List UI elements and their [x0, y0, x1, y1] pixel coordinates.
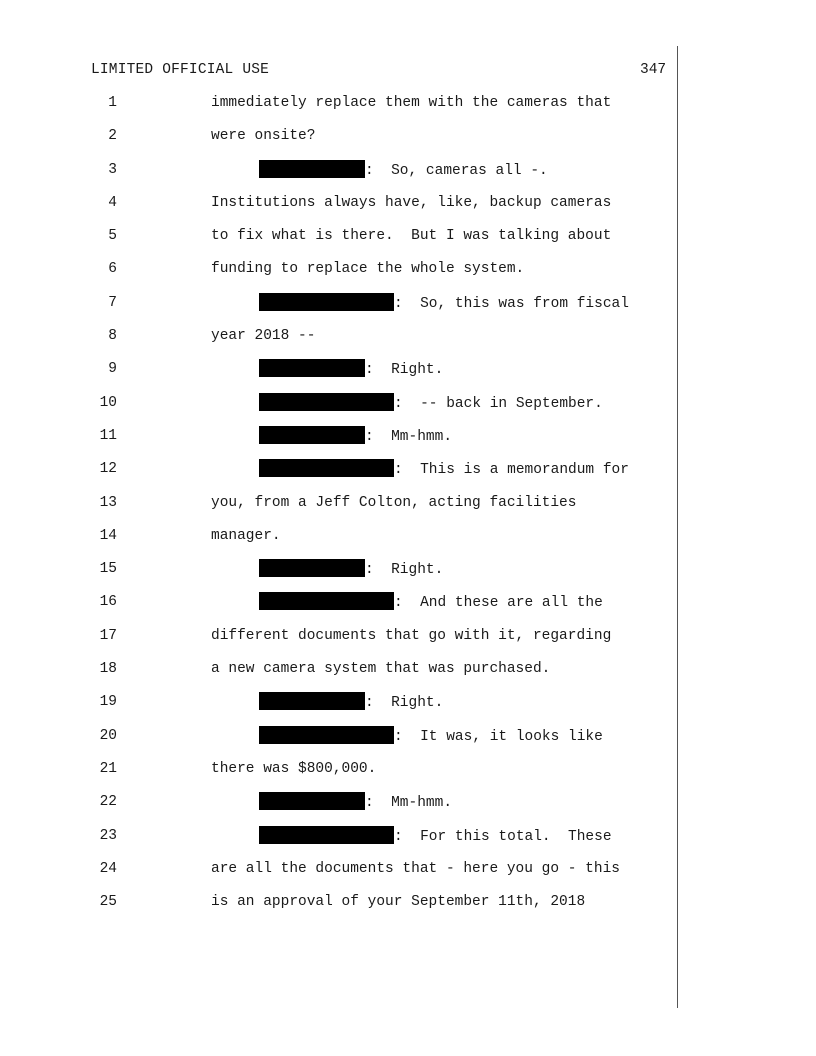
line-text	[211, 526, 281, 546]
transcript-line	[0, 559, 816, 592]
line-number: 17	[99, 627, 117, 644]
line-content: : -- back in September.	[394, 395, 603, 412]
transcript-line	[0, 826, 816, 859]
line-content: you, from a Jeff Colton, acting facilities	[211, 494, 577, 511]
line-number: 23	[99, 827, 117, 844]
transcript-line	[0, 659, 816, 692]
line-text	[211, 659, 550, 679]
line-text	[211, 326, 315, 346]
line-number: 20	[99, 727, 117, 744]
speaker-line-text	[259, 792, 452, 813]
line-content: are all the documents that - here you go - this	[211, 860, 620, 877]
line-number: 25	[99, 894, 117, 911]
redacted-speaker-name	[259, 726, 394, 744]
speaker-line-text	[259, 692, 443, 713]
line-content: there was $800,000.	[211, 760, 377, 777]
line-content: : It was, it looks like	[394, 728, 603, 745]
line-content: different documents that go with it, regarding	[211, 627, 612, 644]
redacted-speaker-name	[259, 559, 365, 577]
transcript-line	[0, 692, 816, 725]
transcript-line	[0, 326, 816, 359]
line-text	[211, 259, 524, 279]
speaker-line-text	[259, 160, 548, 181]
line-content: Institutions always have, like, backup cameras	[211, 194, 612, 211]
line-content: : So, this was from fiscal	[394, 295, 629, 312]
line-text	[211, 859, 620, 879]
transcript-line	[0, 459, 816, 492]
line-text	[211, 892, 585, 912]
transcript-line	[0, 792, 816, 825]
speaker-line-text	[259, 359, 443, 380]
line-content: a new camera system that was purchased.	[211, 661, 551, 678]
classification-header: LIMITED OFFICIAL USE	[91, 62, 270, 78]
transcript-line	[0, 859, 816, 892]
line-content: : For this total. These	[394, 828, 612, 845]
redacted-speaker-name	[259, 426, 365, 444]
redacted-speaker-name	[259, 359, 365, 377]
line-number: 22	[99, 794, 117, 811]
line-content: : And these are all the	[394, 595, 603, 612]
line-text	[211, 226, 611, 246]
transcript-line	[0, 493, 816, 526]
transcript-line	[0, 160, 816, 193]
line-content: : Right.	[365, 362, 444, 379]
transcript-line	[0, 126, 816, 159]
line-content: : Right.	[365, 695, 444, 712]
line-number: 3	[108, 161, 117, 178]
line-number: 13	[99, 494, 117, 511]
redacted-speaker-name	[259, 459, 394, 477]
line-text	[211, 126, 315, 146]
line-number: 16	[99, 594, 117, 611]
speaker-line-text	[259, 293, 629, 314]
line-number: 5	[108, 228, 117, 245]
line-text	[211, 93, 611, 113]
line-number: 14	[99, 527, 117, 544]
line-content: : This is a memorandum for	[394, 462, 629, 479]
redacted-speaker-name	[259, 792, 365, 810]
line-content: were onsite?	[211, 128, 316, 145]
speaker-line-text	[259, 559, 443, 580]
transcript-line	[0, 892, 816, 925]
transcript-line	[0, 592, 816, 625]
redacted-speaker-name	[259, 692, 365, 710]
line-text	[211, 626, 611, 646]
line-content: manager.	[211, 527, 281, 544]
speaker-line-text	[259, 726, 603, 747]
line-number: 1	[108, 95, 117, 111]
speaker-line-text	[259, 826, 612, 847]
line-content: : Right.	[365, 562, 444, 579]
line-number: 12	[99, 461, 117, 478]
line-content: funding to replace the whole system.	[211, 261, 525, 278]
line-text	[211, 759, 376, 779]
redacted-speaker-name	[259, 393, 394, 411]
transcript-lines	[0, 93, 816, 925]
line-content: : Mm-hmm.	[365, 428, 453, 445]
line-number: 24	[99, 860, 117, 877]
speaker-line-text	[259, 592, 603, 613]
redacted-speaker-name	[259, 160, 365, 178]
line-number: 6	[108, 261, 117, 278]
line-number: 21	[99, 760, 117, 777]
transcript-line	[0, 726, 816, 759]
transcript-line	[0, 426, 816, 459]
line-content: to fix what is there. But I was talking about	[211, 228, 612, 245]
transcript-line	[0, 193, 816, 226]
line-text	[211, 193, 611, 213]
transcript-line	[0, 93, 816, 126]
speaker-line-text	[259, 426, 452, 447]
transcript-line	[0, 626, 816, 659]
line-number: 8	[108, 328, 117, 345]
line-number: 19	[99, 694, 117, 711]
line-number: 10	[99, 394, 117, 411]
line-number: 11	[99, 427, 117, 444]
line-number: 9	[108, 361, 117, 378]
transcript-line	[0, 359, 816, 392]
line-content: : Mm-hmm.	[365, 795, 453, 812]
page-number: 347	[640, 62, 667, 78]
line-content: year 2018 --	[211, 328, 316, 345]
line-content: is an approval of your September 11th, 2018	[211, 894, 586, 911]
line-content: immediately replace them with the cameras that	[211, 95, 612, 111]
transcript-line	[0, 759, 816, 792]
speaker-line-text	[259, 393, 603, 414]
line-number: 18	[99, 661, 117, 678]
line-number: 2	[108, 128, 117, 145]
transcript-line	[0, 259, 816, 292]
line-number: 15	[99, 561, 117, 578]
redacted-speaker-name	[259, 592, 394, 610]
speaker-line-text	[259, 459, 629, 480]
transcript-line	[0, 293, 816, 326]
transcript-line	[0, 526, 816, 559]
line-text	[211, 493, 576, 513]
redacted-speaker-name	[259, 826, 394, 844]
transcript-line	[0, 393, 816, 426]
line-number: 4	[108, 194, 117, 211]
line-number: 7	[108, 294, 117, 311]
line-content: : So, cameras all -.	[365, 162, 548, 179]
transcript-line	[0, 226, 816, 259]
redacted-speaker-name	[259, 293, 394, 311]
